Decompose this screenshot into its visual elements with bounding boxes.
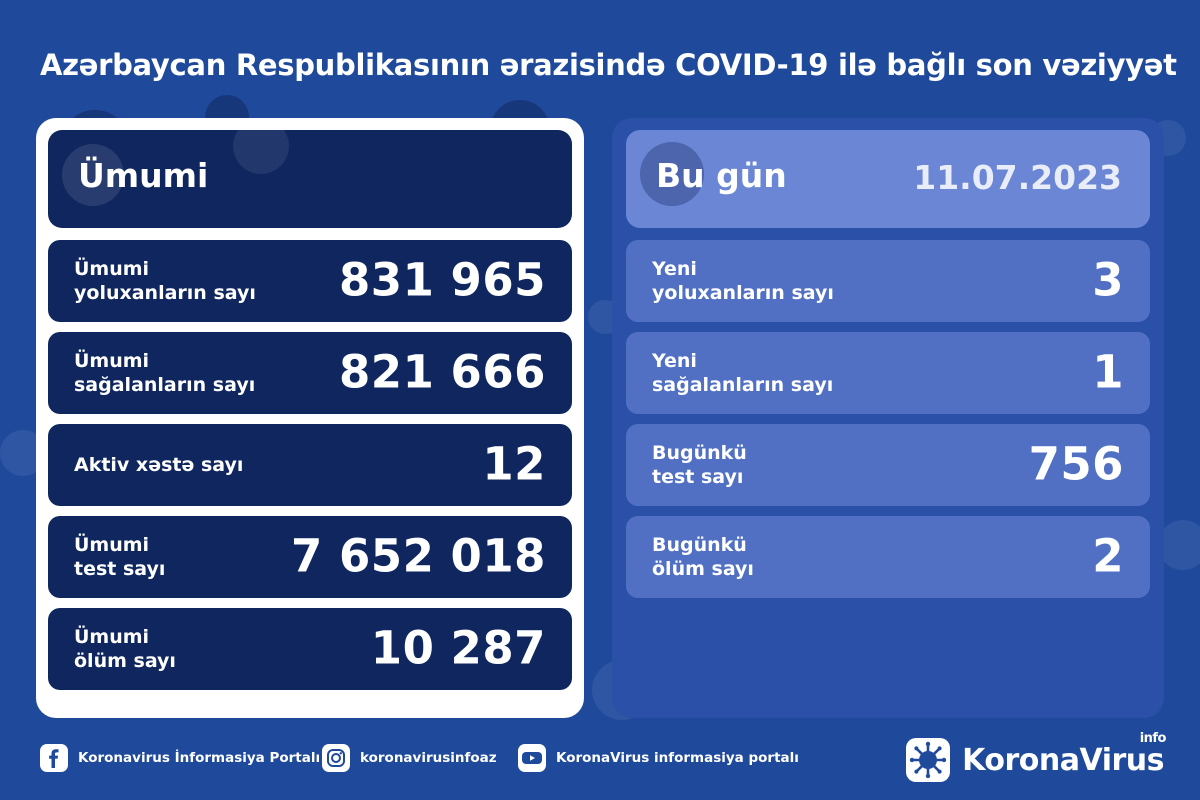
- stat-value: 2: [1092, 529, 1124, 583]
- stat-value: 10 287: [370, 621, 546, 675]
- brand-logo[interactable]: [906, 730, 1166, 782]
- social-label: Koronavirus İnformasiya Portalı: [78, 750, 321, 766]
- stat-label: Ümumi test sayı: [74, 534, 166, 580]
- virus-icon: [906, 738, 950, 782]
- stat-label: Yeni yoluxanların sayı: [652, 258, 834, 304]
- youtube-icon[interactable]: [518, 744, 546, 772]
- stat-label: Yeni sağalanların sayı: [652, 350, 834, 396]
- stat-value: 12: [482, 437, 546, 491]
- stat-row-total-tests: [48, 516, 572, 598]
- stat-value: 3: [1092, 253, 1124, 307]
- stat-row-today-tests: [626, 424, 1150, 506]
- stat-row-total-recovered: [48, 332, 572, 414]
- stat-label: Bugünkü test sayı: [652, 442, 747, 488]
- today-stats-panel: [612, 118, 1164, 718]
- instagram-icon[interactable]: [322, 744, 350, 772]
- facebook-icon[interactable]: [40, 744, 68, 772]
- total-stats-rows: [48, 240, 572, 700]
- social-label: KoronaVirus informasiya portalı: [556, 750, 799, 766]
- total-stats-panel: [36, 118, 584, 718]
- total-stats-header: [48, 130, 572, 228]
- social-instagram[interactable]: [322, 744, 497, 772]
- stat-label: Ümumi sağalanların sayı: [74, 350, 256, 396]
- social-label: koronavirusinfoaz: [360, 750, 497, 766]
- brand-name: [962, 730, 1166, 778]
- today-stats-rows: [626, 240, 1150, 608]
- today-stats-heading: Bu gün: [656, 156, 787, 195]
- social-facebook[interactable]: [40, 744, 320, 772]
- stat-label: Bugünkü ölüm sayı: [652, 534, 754, 580]
- stat-row-today-deaths: [626, 516, 1150, 598]
- social-youtube[interactable]: [518, 744, 799, 772]
- report-date: 11.07.2023: [913, 158, 1122, 197]
- today-stats-header: [626, 130, 1150, 228]
- virus-decoration-icon: [1158, 520, 1200, 570]
- footer: [0, 724, 1200, 800]
- stat-row-total-cases: [48, 240, 572, 322]
- brand-suffix-text: info: [1139, 730, 1166, 746]
- total-stats-heading: Ümumi: [78, 156, 209, 195]
- stat-value: 7 652 018: [290, 529, 546, 583]
- stat-row-new-cases: [626, 240, 1150, 322]
- stat-value: 1: [1092, 345, 1124, 399]
- stat-row-new-recovered: [626, 332, 1150, 414]
- stat-label: Ümumi yoluxanların sayı: [74, 258, 256, 304]
- stat-value: 821 666: [338, 345, 546, 399]
- stat-label: Ümumi ölüm sayı: [74, 626, 176, 672]
- brand-name-text: KoronaVirus: [962, 742, 1164, 778]
- stat-value: 831 965: [338, 253, 546, 307]
- stat-label: Aktiv xəstə sayı: [74, 454, 244, 476]
- stat-row-total-deaths: [48, 608, 572, 690]
- stat-row-active-cases: [48, 424, 572, 506]
- stat-value: 756: [1028, 437, 1124, 491]
- page-title: Azərbaycan Respublikasının ərazisində COVID-19 ilə bağlı son vəziyyət: [40, 48, 1177, 82]
